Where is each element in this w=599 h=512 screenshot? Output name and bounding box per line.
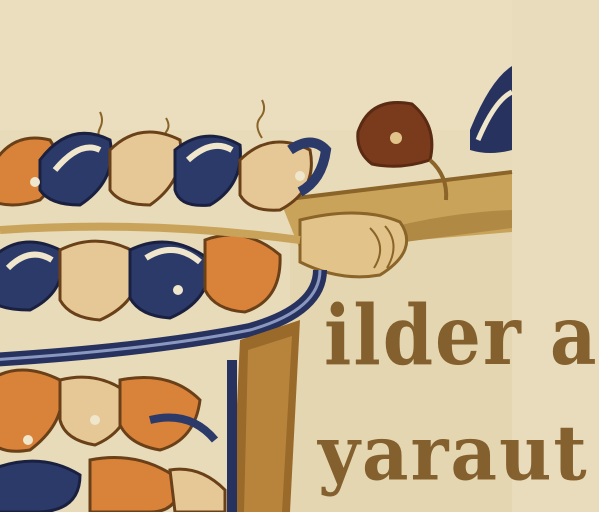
gold-bar-terminal [300,213,407,277]
script-line-2: yaraut [318,407,589,498]
parchment-upper-wash [0,0,512,130]
bud-highlight [390,132,402,144]
script-line-1: ilder a [324,285,599,384]
leaf-blue-7 [0,461,80,512]
